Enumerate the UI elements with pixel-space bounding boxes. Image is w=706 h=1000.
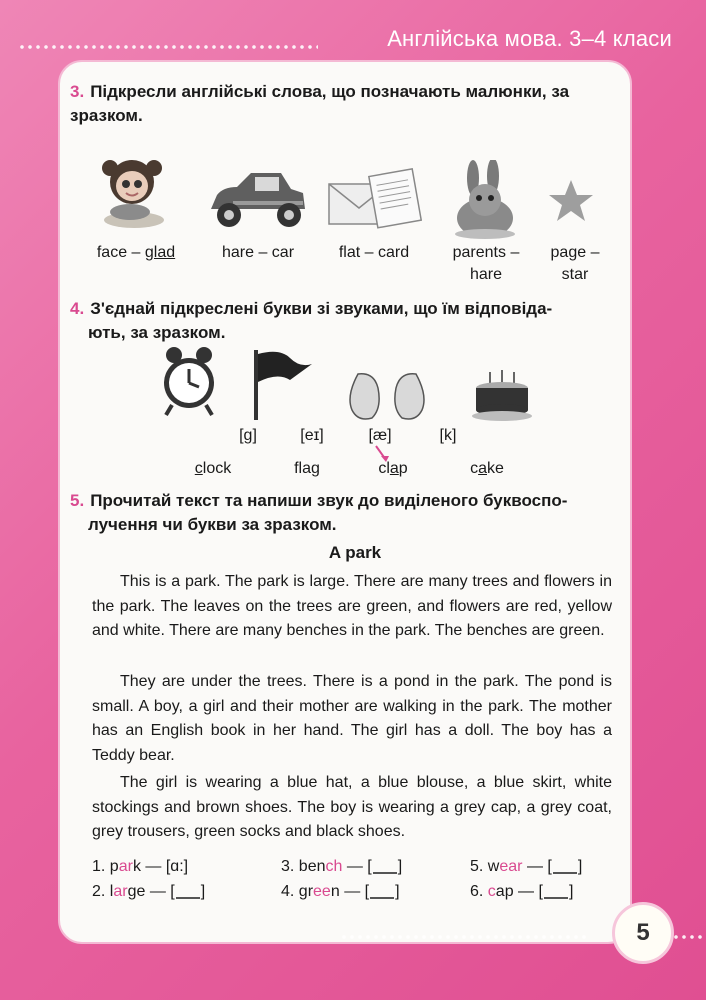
exercise-4-answer-field[interactable] [370,881,394,899]
sound-4: [k] [439,427,457,444]
pair2-word-b: car [271,244,295,261]
task3-pair-3 [326,242,422,264]
pair2-separator: – [258,244,268,261]
task5-number: 5. [70,491,85,510]
task3-pair-1 [86,242,186,264]
sound-3: [æ] [368,427,392,444]
task4-instruction-line2: ють, за зразком. [88,323,226,342]
page-header-title: Англійська мова. 3–4 класи [387,26,672,51]
task3-number: 3. [70,82,85,101]
pair3-word-a: flat [338,244,361,261]
task5-instruction-line1: Прочитай текст та напиши звук до виділеного буквоспо- [90,491,568,510]
exercise-2-answer-field[interactable] [176,881,200,899]
exercise-3: 3. bench — [ ] [281,858,403,875]
decorative-dots-bottom [340,934,590,940]
exercise-6-highlight: c [487,883,496,900]
decorative-dots-top [18,44,318,50]
pair1-word-a: face [96,244,128,261]
exercise-1 [92,856,188,878]
exercise-3-pre: ben [298,858,326,875]
word-cake-post: ke [487,460,504,477]
pair2-word-a: hare [221,244,254,261]
flag-picture [250,348,314,420]
task3-instruction [70,80,569,128]
word-flag-pre: fla [294,460,311,477]
task3-pair-2 [205,242,311,264]
exercise-1-post: k [132,858,141,875]
text-title: A park [328,543,382,562]
exercise-2-dash: — [149,883,166,900]
pair1-separator: – [131,244,141,261]
exercise-1-pre: p [109,858,119,875]
word-cake-underlined: a [478,460,487,477]
word-clock [178,458,248,480]
exercise-5-pre: w [487,858,500,875]
task4-number: 4. [70,299,85,318]
pair3-separator: – [364,244,374,261]
exercise-1-number: 1. [92,858,106,875]
exercise-5-dash: — [526,858,543,875]
word-clock-post: lock [202,460,232,477]
text-paragraph-1: This is a park. The park is large. There are many trees and flowers in the park. The leaves on the trees are green, and flowers are red, yellow and white. There are many benches in the park. The benches are green. [92,573,612,639]
girl-picture [92,150,172,230]
pair3-word-b: card [378,244,410,261]
exercise-6-dash: — [518,883,535,900]
word-flag-underlined: g [311,460,320,477]
task4-instruction [70,297,552,345]
text-paragraph-2: They are under the trees. There is a pond in the park. The pond is small. A boy, a girl and their mother are walking in the park. The mother has an English book in her hand. The girl has a doll. The boy has a Teddy bear. [92,673,612,764]
task3-pair-4 [440,242,532,286]
word-clap [358,458,428,480]
exercise-1-highlight: ar [118,858,133,875]
exercise-4-number: 4. [281,883,295,900]
word-clap-post: p [398,460,408,477]
exercise-5: 5. wear — [ ] [470,858,583,875]
exercise-2-highlight: ar [113,883,128,900]
pair4-word-a: parents [452,244,506,261]
exercise-1-answer: [ɑ:] [165,858,189,875]
word-cake-pre: c [470,460,479,477]
exercise-1-dash: — [145,858,162,875]
pair5-word-a: page [550,244,587,261]
exercise-6-post: ap [495,883,514,900]
exercise-3-dash: — [346,858,363,875]
text-paragraph-3: The girl is wearing a blue hat, a blue blouse, a blue skirt, white stockings and brown shoes. The boy is wearing a grey cap, a grey coat, grey trousers, green socks and black shoes. [92,774,612,840]
exercise-2-post: ge [127,883,146,900]
sound-1: [g] [239,427,257,444]
word-clap-pre: cl [378,460,390,477]
exercise-4-post: n [330,883,340,900]
word-flag [272,458,342,480]
exercise-2: 2. large — [ ] [92,883,206,900]
pair5-word-b: star [561,266,589,283]
sound-2: [eɪ] [300,427,324,444]
task4-instruction-line1: З'єднай підкреслені букви зі звуками, що їм відповіда- [90,299,553,318]
task3-pair-5 [542,242,608,286]
task3-instruction-line2: зразком. [70,106,143,125]
car-picture [203,165,311,235]
task3-instruction-line1: Підкресли англійські слова, що позначають малюнки, за [90,82,570,101]
clap-picture [344,368,430,424]
exercise-6-answer-field[interactable] [544,881,568,899]
exercise-5-number: 5. [470,858,484,875]
pair1-word-b: glad [144,244,176,261]
exercise-2-pre: l [109,883,114,900]
exercise-4-pre: gr [298,883,314,900]
word-clock-underlined: c [194,460,203,477]
exercise-4-dash: — [344,883,361,900]
pair5-separator: – [590,244,600,261]
exercise-4-highlight: ee [313,883,331,900]
rabbit-picture [449,160,523,240]
exercise-5-answer-field[interactable] [553,856,577,874]
exercise-5-highlight: ear [499,858,523,875]
star-picture [548,178,594,224]
clock-picture [160,345,218,417]
exercise-4: 4. green — [ ] [281,883,400,900]
exercise-6-number: 6. [470,883,484,900]
exercise-2-number: 2. [92,883,106,900]
pair4-word-b: hare [469,266,503,283]
task5-instruction-line2: лучення чи букви за зразком. [88,515,337,534]
exercise-6: 6. cap — [ ] [470,883,574,900]
letter-picture [327,168,422,230]
exercise-3-number: 3. [281,858,295,875]
page-number: 5 [612,902,674,964]
exercise-3-answer-field[interactable] [373,856,397,874]
exercise-3-highlight: ch [325,858,343,875]
pair4-separator: – [510,244,520,261]
word-clap-underlined: a [389,460,399,477]
word-cake [452,458,522,480]
task5-instruction [70,489,567,537]
cake-picture [470,368,534,422]
